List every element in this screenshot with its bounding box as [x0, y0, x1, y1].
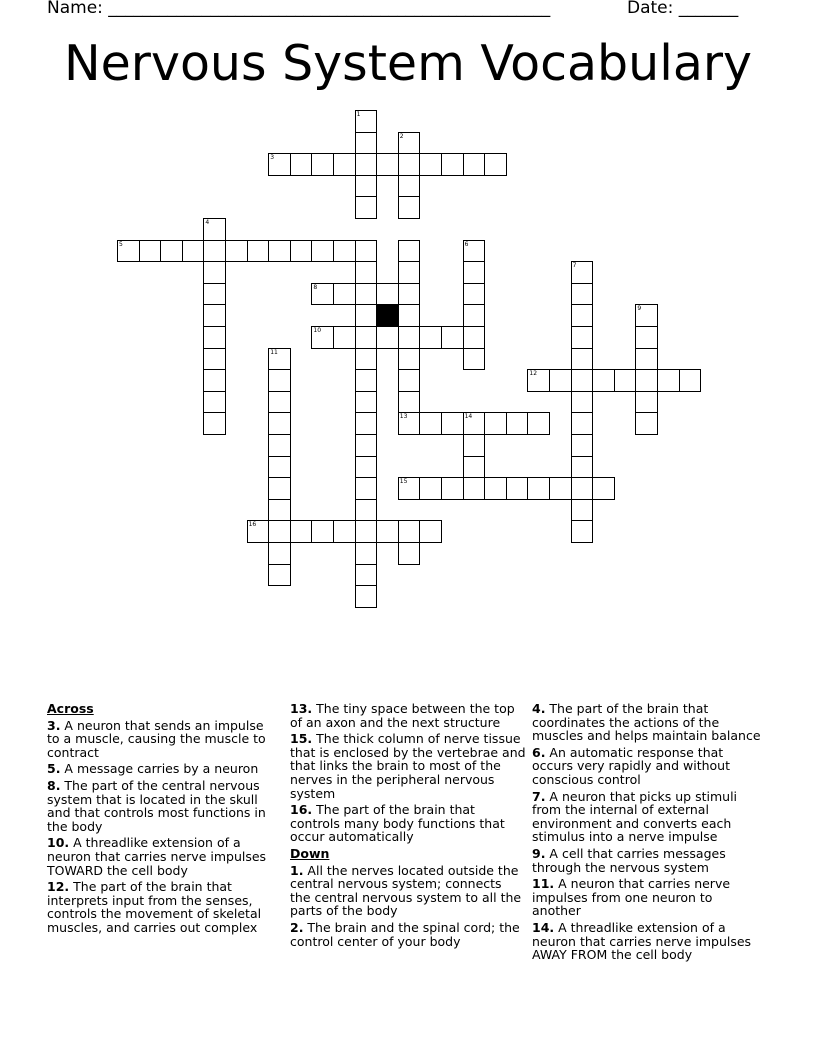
crossword-cell[interactable] — [203, 304, 226, 327]
crossword-cell[interactable] — [484, 477, 507, 500]
crossword-cell[interactable] — [571, 304, 594, 327]
clue-text: An automatic response that occurs very rapidly and without conscious control — [532, 744, 731, 787]
crossword-cell[interactable] — [355, 196, 378, 219]
crossword-cell[interactable] — [355, 585, 378, 608]
clue-number-label: 13. — [290, 701, 313, 716]
crossword-cell[interactable] — [311, 520, 334, 543]
clue-text: A cell that carries messages through the nervous system — [532, 845, 726, 875]
crossword-cell[interactable] — [484, 153, 507, 176]
crossword-cell[interactable] — [355, 542, 378, 565]
crossword-cell[interactable] — [376, 283, 399, 306]
clue-number-label: 15. — [290, 731, 313, 747]
clue-number: 9 — [637, 305, 642, 313]
crossword-cell[interactable] — [355, 520, 378, 543]
crossword-cell[interactable] — [355, 283, 378, 306]
clue-text: The part of the brain that controls many body functions that occur automatically — [290, 802, 505, 845]
clue-text: The part of the brain that coordinates the actions of the muscles and helps maintain balance — [532, 701, 761, 744]
crossword-cell[interactable] — [635, 369, 658, 392]
crossword-cell[interactable] — [398, 175, 421, 198]
clue-number: 16 — [248, 521, 257, 529]
clue-text: A threadlike extension of a neuron that carries nerve impulses TOWARD the cell body — [47, 835, 267, 878]
down-clue — [532, 921, 764, 962]
crossword-cell[interactable] — [268, 412, 291, 435]
clue-number: 1 — [356, 111, 361, 118]
crossword-cell[interactable] — [355, 348, 378, 371]
clue-number: 5 — [119, 240, 123, 248]
crossword-cell[interactable] — [355, 477, 378, 500]
crossword-cell[interactable] — [549, 477, 572, 500]
clues-column-2 — [290, 702, 526, 951]
crossword-cell[interactable] — [571, 499, 594, 522]
crossword-cell[interactable] — [398, 240, 421, 263]
clue-number-label: 1. — [290, 862, 304, 878]
crossword-cell[interactable] — [268, 564, 291, 587]
crossword-cell[interactable] — [268, 434, 291, 457]
clue-number-label: 8. — [47, 777, 61, 793]
clue-text: The tiny space between the top of an axon and the next structure — [290, 701, 515, 730]
clue-number-label: 7. — [532, 788, 546, 804]
crossword-cell[interactable] — [441, 326, 464, 349]
crossword-cell[interactable] — [657, 369, 680, 392]
crossword-cell[interactable] — [441, 477, 464, 500]
down-clue — [532, 847, 764, 874]
crossword-cell[interactable] — [398, 283, 421, 306]
crossword-cell[interactable] — [376, 520, 399, 543]
crossword-cell[interactable] — [398, 520, 421, 543]
clue-text: A threadlike extension of a neuron that carries nerve impulses AWAY FROM the cell body — [532, 919, 752, 963]
crossword-cell[interactable] — [527, 412, 550, 435]
crossword-cell[interactable] — [355, 175, 378, 198]
crossword-cell[interactable] — [419, 520, 442, 543]
crossword-cell[interactable] — [268, 499, 291, 522]
crossword-cell[interactable] — [290, 240, 313, 263]
crossword-cell[interactable] — [333, 520, 356, 543]
crossword-cell[interactable] — [247, 240, 270, 263]
down-clue — [532, 746, 764, 787]
crossword-cell[interactable] — [419, 412, 442, 435]
clue-text: A neuron that picks up stimuli from the internal of external environment and converts each stimulus into a nerve impulse — [532, 788, 738, 845]
down-clue — [532, 702, 764, 743]
crossword-cell[interactable] — [463, 348, 486, 371]
crossword-cell[interactable] — [333, 326, 356, 349]
across-clue — [290, 702, 526, 729]
crossword-cell[interactable] — [463, 477, 486, 500]
clue-number: 2 — [399, 132, 404, 140]
clue-number: 4 — [205, 219, 210, 226]
crossword-cell[interactable] — [571, 477, 594, 500]
crossword-cell[interactable] — [571, 391, 594, 414]
crossword-cell[interactable] — [635, 348, 658, 371]
crossword-cell[interactable] — [419, 153, 442, 176]
crossword-cell[interactable] — [225, 240, 248, 263]
crossword-cell[interactable] — [355, 412, 378, 435]
clue-text: A message carries by a neuron — [60, 761, 259, 777]
down-clue-list-continued — [532, 702, 764, 962]
crossword-cell[interactable] — [203, 326, 226, 349]
clue-text: All the nerves located outside the central nervous system; connects the central nervous system to all the parts of the body — [290, 862, 522, 919]
crossword-cell[interactable] — [355, 369, 378, 392]
across-clue — [47, 762, 275, 776]
crossword-cell[interactable] — [506, 477, 529, 500]
crossword-cell[interactable] — [592, 369, 615, 392]
crossword-cell[interactable] — [290, 153, 313, 176]
down-clue-list — [290, 864, 526, 949]
crossword-cell[interactable] — [463, 434, 486, 457]
crossword-cell[interactable] — [398, 542, 421, 565]
across-clue — [47, 880, 275, 934]
clue-number-label: 16. — [290, 802, 313, 818]
clue-number: 10 — [313, 327, 322, 334]
clue-number: 12 — [529, 370, 538, 378]
crossword-cell[interactable] — [268, 240, 291, 263]
name-field-label[interactable]: Name: ____________________________________________________ — [47, 0, 551, 18]
crossword-cell[interactable] — [160, 240, 183, 263]
down-clue — [532, 877, 764, 918]
crossword-cell[interactable] — [571, 520, 594, 543]
clue-text: The brain and the spinal cord; the control center of your body — [290, 919, 520, 949]
crossword-cell[interactable] — [376, 153, 399, 176]
crossword-cell[interactable] — [182, 240, 205, 263]
clue-text: The thick column of nerve tissue that is enclosed by the vertebrae and that links the brain to most of the nerves in the peripheral nervous system — [290, 731, 526, 801]
across-clue — [47, 836, 275, 877]
crossword-cell[interactable] — [203, 240, 226, 263]
clue-number-label: 9. — [532, 845, 546, 861]
crossword-cell[interactable] — [635, 391, 658, 414]
clue-text: The part of the brain that interprets input from the senses, controls the movement of skeletal muscles, and carries out complex — [47, 879, 262, 935]
across-clue — [290, 732, 526, 800]
across-clue — [47, 779, 275, 833]
clue-number: 13 — [399, 413, 408, 421]
clue-text: A neuron that carries nerve impulses from one neuron to another — [532, 876, 731, 919]
down-clue — [532, 790, 764, 844]
across-clue — [290, 803, 526, 844]
page-title: Nervous System Vocabulary — [64, 35, 752, 92]
clue-text: The part of the central nervous system that is located in the skull and that controls most functions in the body — [47, 777, 266, 834]
crossword-cell[interactable] — [355, 153, 378, 176]
crossword-cell[interactable] — [203, 391, 226, 414]
clue-number-label: 11. — [532, 876, 555, 892]
crossword-cell[interactable] — [635, 326, 658, 349]
crossword-cell[interactable] — [355, 391, 378, 414]
crossword-cell[interactable] — [398, 326, 421, 349]
crossword-cell[interactable] — [203, 412, 226, 435]
clue-text: A neuron that sends an impulse to a muscle, causing the muscle to contract — [47, 717, 266, 760]
crossword-cell[interactable] — [333, 283, 356, 306]
crossword-cell[interactable] — [571, 434, 594, 457]
clue-number: 15 — [399, 478, 408, 486]
clue-number: 8 — [313, 283, 318, 291]
crossword-cell[interactable] — [290, 520, 313, 543]
crossword-cell[interactable] — [549, 369, 572, 392]
crossword-cell[interactable] — [463, 283, 486, 306]
crossword-cell[interactable] — [355, 456, 378, 479]
crossword-cell[interactable] — [571, 456, 594, 479]
crossword-cell[interactable] — [333, 153, 356, 176]
crossword-cell[interactable] — [398, 369, 421, 392]
crossword-cell[interactable] — [398, 196, 421, 219]
across-clue-list-continued — [290, 702, 526, 844]
crossword-cell[interactable] — [571, 369, 594, 392]
clue-number: 14 — [464, 413, 473, 421]
crossword-cell[interactable] — [333, 240, 356, 263]
crossword-cell[interactable] — [268, 391, 291, 414]
crossword-cell[interactable] — [203, 369, 226, 392]
clue-number: 6 — [464, 240, 469, 248]
crossword-cell[interactable] — [355, 261, 378, 284]
crossword-cell[interactable] — [311, 153, 334, 176]
crossword-cell[interactable] — [355, 434, 378, 457]
clue-number-label: 5. — [47, 761, 61, 777]
crossword-cell[interactable] — [268, 369, 291, 392]
crossword-cell[interactable] — [139, 240, 162, 263]
crossword-cell[interactable] — [463, 153, 486, 176]
crossword-cell[interactable] — [419, 477, 442, 500]
crossword-cell[interactable] — [355, 132, 378, 155]
crossword-cell[interactable] — [463, 326, 486, 349]
crossword-cell[interactable] — [527, 477, 550, 500]
crossword-cell[interactable] — [592, 477, 615, 500]
crossword-cell[interactable] — [463, 456, 486, 479]
crossword-cell[interactable] — [398, 391, 421, 414]
crossword-cell[interactable] — [203, 283, 226, 306]
clue-number-label: 3. — [47, 717, 61, 733]
crossword-cell[interactable] — [268, 520, 291, 543]
clues-column-3 — [532, 702, 764, 965]
across-heading: Across — [47, 701, 94, 716]
crossword-cell[interactable] — [398, 153, 421, 176]
date-field-label[interactable]: Date: _______ — [627, 0, 739, 18]
clue-number-label: 10. — [47, 835, 70, 851]
clues-column-1 — [47, 702, 275, 938]
crossword-cell[interactable] — [398, 304, 421, 327]
crossword-cell[interactable] — [203, 261, 226, 284]
clue-number-label: 6. — [532, 744, 546, 760]
crossword-cell[interactable] — [635, 412, 658, 435]
clue-number: 11 — [270, 348, 278, 356]
crossword-cell[interactable] — [268, 542, 291, 565]
crossword-block-cell — [376, 304, 399, 327]
clue-number-label: 4. — [532, 701, 546, 716]
crossword-cell[interactable] — [571, 348, 594, 371]
clue-number-label: 14. — [532, 919, 555, 935]
crossword-cell[interactable] — [441, 153, 464, 176]
across-clue-list — [47, 719, 275, 935]
crossword-cell[interactable] — [463, 304, 486, 327]
crossword-cell[interactable] — [355, 326, 378, 349]
clue-number: 7 — [572, 262, 577, 270]
crossword-cell[interactable] — [268, 456, 291, 479]
clue-number: 3 — [270, 154, 275, 162]
clue-number-label: 2. — [290, 919, 304, 935]
crossword-cell[interactable] — [398, 348, 421, 371]
down-clue — [290, 921, 526, 948]
crossword-cell[interactable] — [571, 412, 594, 435]
crossword-cell[interactable] — [376, 326, 399, 349]
across-clue — [47, 719, 275, 760]
crossword-cell[interactable] — [441, 412, 464, 435]
crossword-cell[interactable] — [355, 564, 378, 587]
crossword-cell[interactable] — [484, 412, 507, 435]
clue-number-label: 12. — [47, 879, 70, 895]
crossword-cell[interactable] — [355, 499, 378, 522]
crossword-cell[interactable] — [398, 261, 421, 284]
down-heading: Down — [290, 845, 330, 861]
crossword-cell[interactable] — [571, 283, 594, 306]
crossword-cell[interactable] — [311, 240, 334, 263]
crossword-cell[interactable] — [571, 326, 594, 349]
crossword-cell[interactable] — [679, 369, 702, 392]
crossword-cell[interactable] — [419, 326, 442, 349]
crossword-cell[interactable] — [506, 412, 529, 435]
crossword-cell[interactable] — [203, 348, 226, 371]
crossword-cell[interactable] — [355, 304, 378, 327]
crossword-cell[interactable] — [355, 240, 378, 263]
crossword-cell[interactable] — [463, 261, 486, 284]
down-clue — [290, 864, 526, 918]
crossword-cell[interactable] — [268, 477, 291, 500]
crossword-cell[interactable] — [614, 369, 637, 392]
